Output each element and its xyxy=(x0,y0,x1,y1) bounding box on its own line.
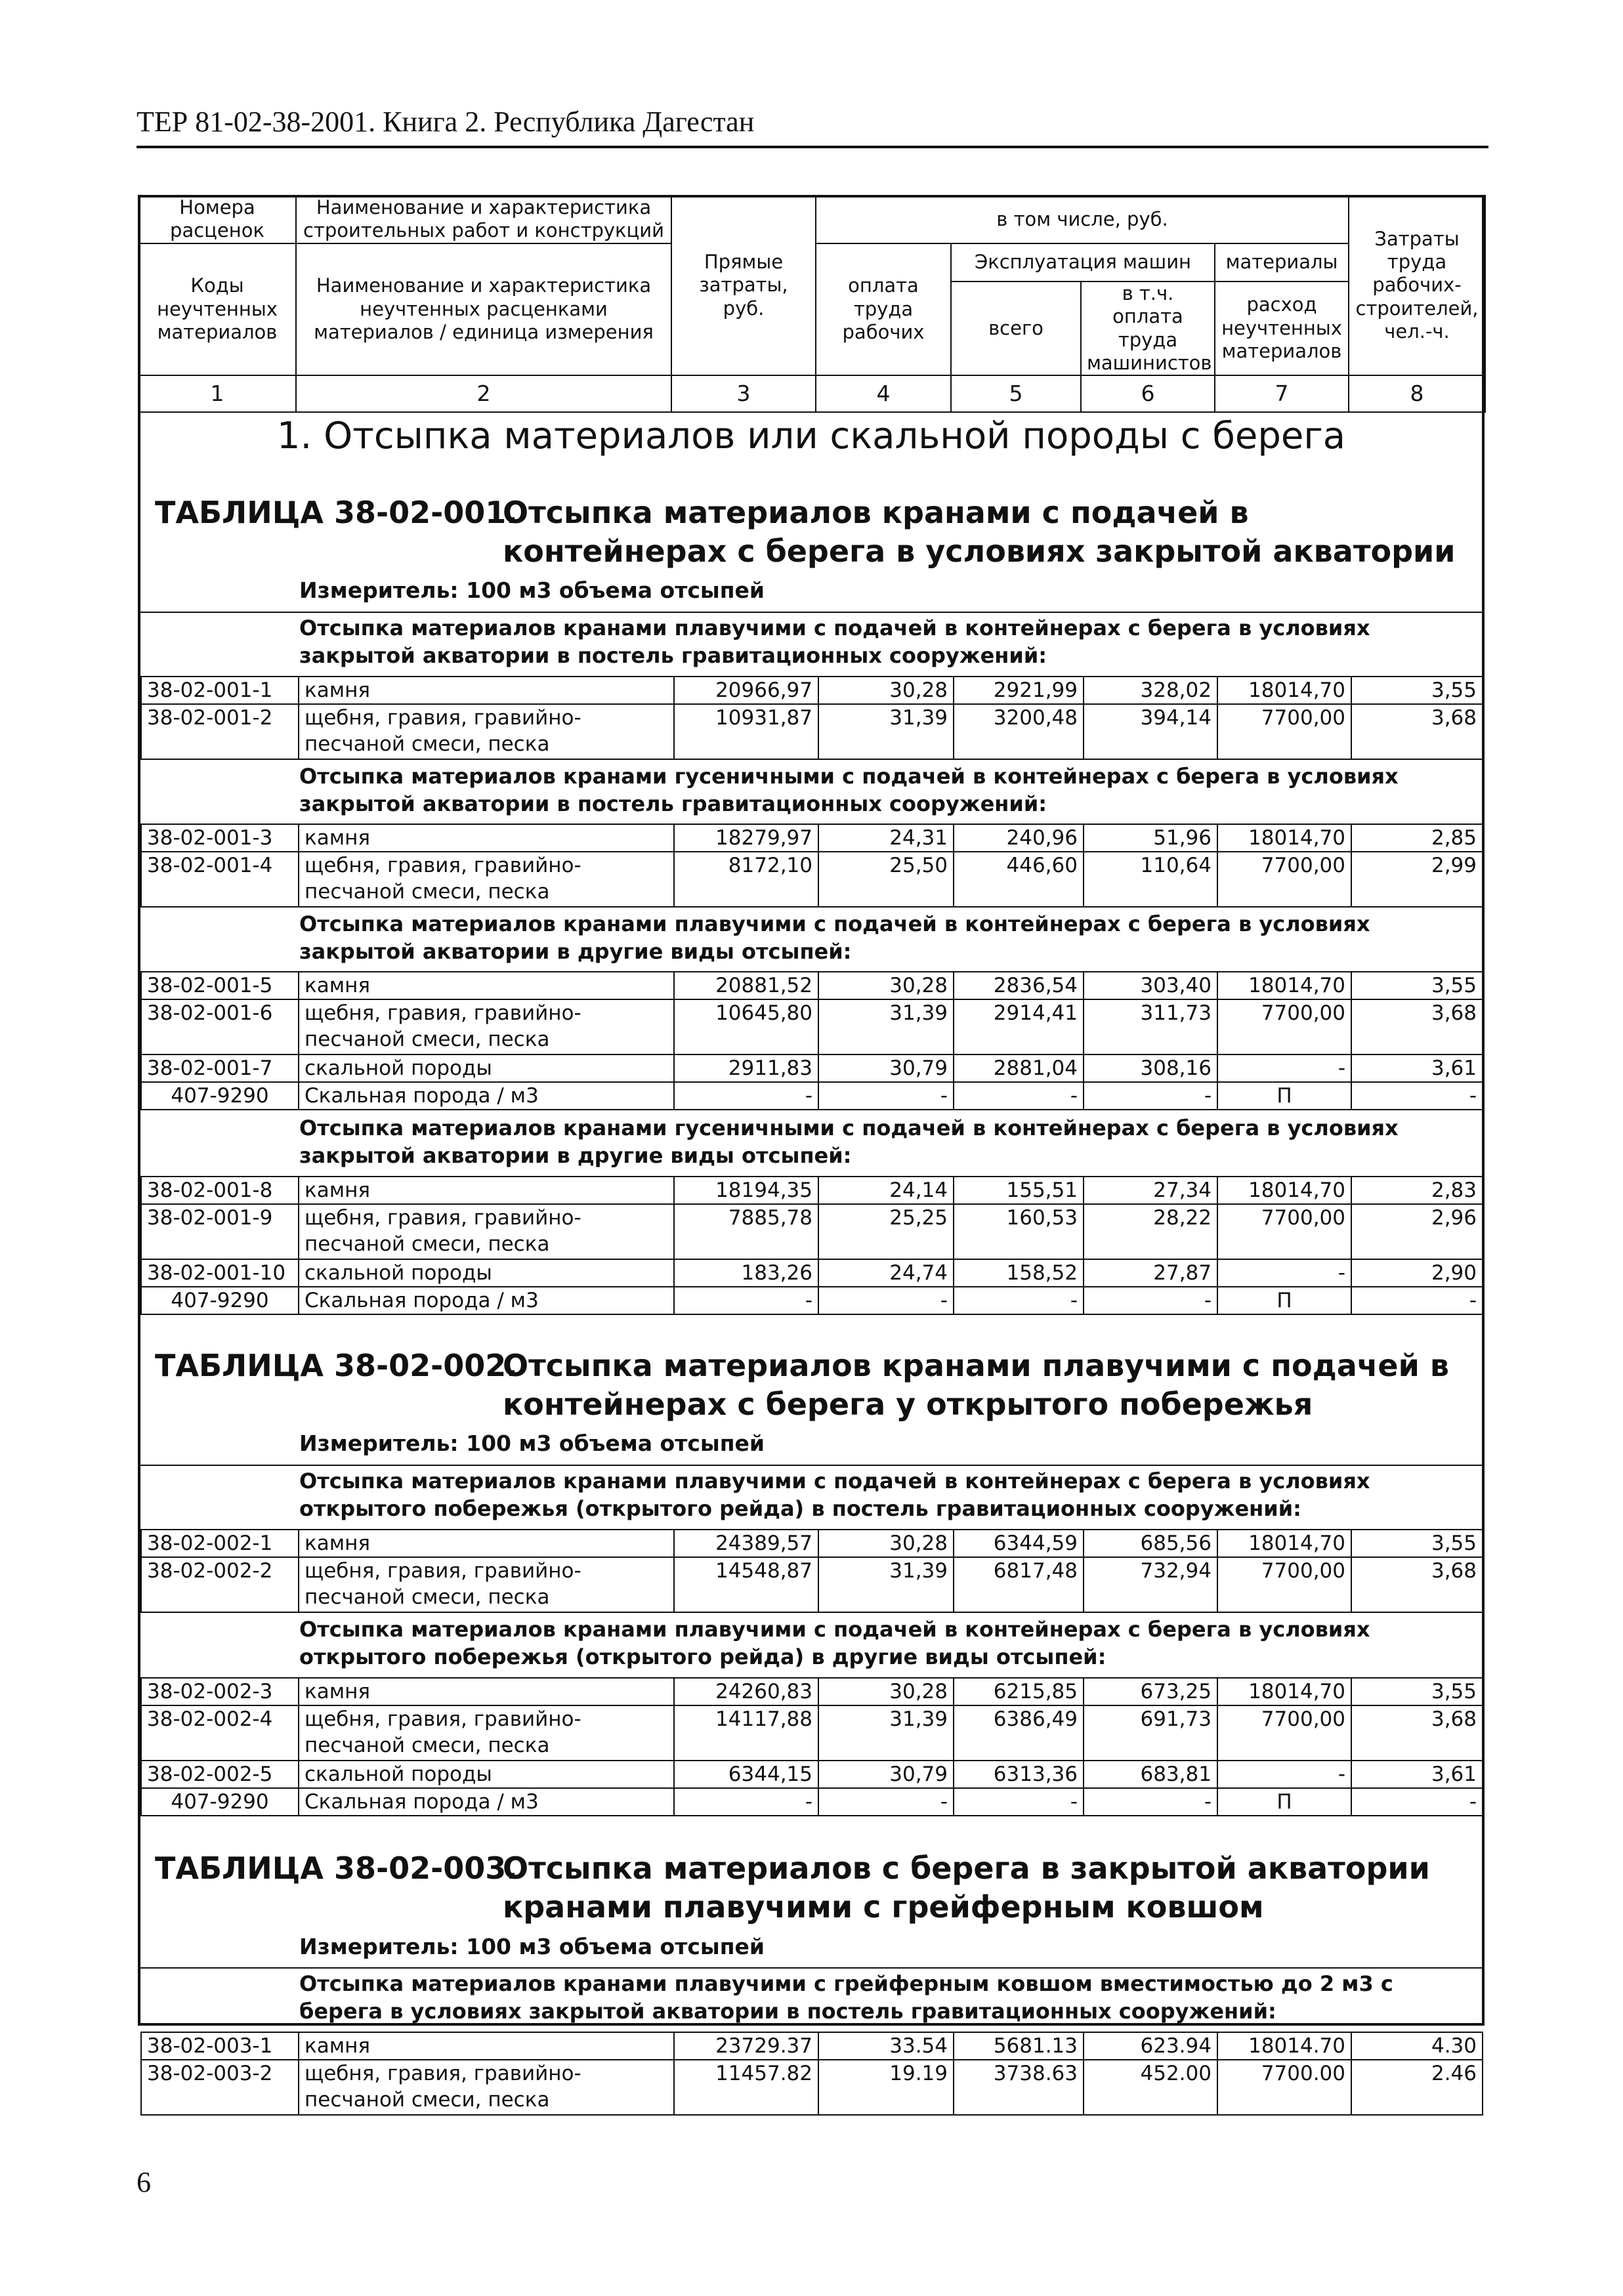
work-name: скальной породы xyxy=(299,1054,674,1082)
rate-row xyxy=(141,1204,1483,1259)
group-heading: Отсыпка материалов кранами плавучими с подачей в контейнерах с берега в условиях открытого побережья (открытого рейда) в постель гравитационных сооружений: xyxy=(299,1469,1370,1521)
labor-hours-cell: 3,55 xyxy=(1351,677,1483,704)
work-name: камня xyxy=(299,1678,674,1705)
work-name: щебня, гравия, гравийно-песчаной смеси, песка xyxy=(299,704,674,759)
machines-total-cell: 2921,99 xyxy=(954,677,1084,704)
operator-pay-cell: - xyxy=(1084,1082,1217,1110)
operator-pay-cell: 328,02 xyxy=(1084,677,1217,704)
table-heading-text: Отсыпка материалов кранами плавучими с подачей в контейнерах с берега у открытого побережья xyxy=(503,1348,1449,1422)
operator-pay-cell: 452.00 xyxy=(1084,2060,1217,2115)
rate-row xyxy=(141,1259,1483,1287)
direct-costs-cell: 14117,88 xyxy=(674,1705,818,1761)
worker-pay-cell: - xyxy=(818,1287,954,1314)
worker-pay-cell: 19.19 xyxy=(818,2060,954,2115)
material-row xyxy=(141,1287,1483,1314)
machines-total-cell: - xyxy=(954,1287,1084,1314)
labor-hours-cell: 3,68 xyxy=(1351,704,1483,759)
materials-cell: 18014.70 xyxy=(1217,2032,1351,2060)
materials-cell: 7700,00 xyxy=(1217,852,1351,907)
direct-costs-cell: 2911,83 xyxy=(674,1054,818,1082)
material-code: 407-9290 xyxy=(141,1287,299,1314)
machines-total-cell: 155,51 xyxy=(954,1177,1084,1204)
materials-cell: 18014,70 xyxy=(1217,1530,1351,1557)
worker-pay-cell: 31,39 xyxy=(818,704,954,759)
group-heading: Отсыпка материалов кранами плавучими с подачей в контейнерах с берега в условиях закрытой акватории в постель гравитационных сооружений: xyxy=(299,616,1370,668)
materials-cell: П xyxy=(1217,1287,1351,1314)
direct-costs-cell: 6344,15 xyxy=(674,1761,818,1788)
rate-code: 38-02-003-1 xyxy=(141,2032,299,2060)
section-rule xyxy=(140,1967,1482,1969)
column-header-table xyxy=(138,195,1486,413)
col-header-materials: материалы xyxy=(1215,243,1349,282)
page-number: 6 xyxy=(137,2166,151,2198)
rate-row xyxy=(141,1761,1483,1788)
worker-pay-cell: 30,28 xyxy=(818,1678,954,1705)
col-number: 8 xyxy=(1349,375,1485,412)
materials-cell: 7700,00 xyxy=(1217,704,1351,759)
rate-code: 38-02-001-9 xyxy=(141,1204,299,1259)
labor-hours-cell: 3,61 xyxy=(1351,1761,1483,1788)
col-number: 1 xyxy=(138,375,296,412)
rates-table xyxy=(140,824,1483,908)
material-code: 407-9290 xyxy=(141,1082,299,1110)
rate-row xyxy=(141,1054,1483,1082)
col-header-machines-total: всего xyxy=(951,282,1081,376)
operator-pay-cell: 27,87 xyxy=(1084,1259,1217,1287)
operator-pay-cell: 110,64 xyxy=(1084,852,1217,907)
rates-table xyxy=(140,2032,1483,2116)
worker-pay-cell: 24,14 xyxy=(818,1177,954,1204)
worker-pay-cell: - xyxy=(818,1082,954,1110)
machines-total-cell: 2881,04 xyxy=(954,1054,1084,1082)
operator-pay-cell: 308,16 xyxy=(1084,1054,1217,1082)
labor-hours-cell: 2,90 xyxy=(1351,1259,1483,1287)
rate-row xyxy=(141,999,1483,1054)
operator-pay-cell: 685,56 xyxy=(1084,1530,1217,1557)
work-name: камня xyxy=(299,1530,674,1557)
table-heading-text: Отсыпка материалов кранами с подачей в контейнерах с берега в условиях закрытой акватории xyxy=(503,495,1456,569)
group-heading: Отсыпка материалов кранами гусеничными с подачей в контейнерах с берега в условиях закрытой акватории в постель гравитационных сооружений: xyxy=(299,764,1399,816)
material-name: Скальная порода / м3 xyxy=(299,1788,674,1816)
measure-unit: Измеритель: 100 м3 объема отсыпей xyxy=(299,1934,765,1959)
work-name: щебня, гравия, гравийно-песчаной смеси, песка xyxy=(299,852,674,907)
rate-row xyxy=(141,1678,1483,1705)
col-header-rate-number: Номера расценок xyxy=(138,196,296,243)
rate-row xyxy=(141,677,1483,704)
materials-cell: 7700,00 xyxy=(1217,1705,1351,1761)
worker-pay-cell: 24,31 xyxy=(818,824,954,852)
rate-code: 38-02-001-10 xyxy=(141,1259,299,1287)
work-name: камня xyxy=(299,824,674,852)
direct-costs-cell: 7885,78 xyxy=(674,1204,818,1259)
work-name: щебня, гравия, гравийно-песчаной смеси, песка xyxy=(299,1557,674,1612)
col-header-operator-pay: в т.ч. оплата труда машинистов xyxy=(1081,282,1215,376)
worker-pay-cell: 24,74 xyxy=(818,1259,954,1287)
labor-hours-cell: 2,85 xyxy=(1351,824,1483,852)
table-code: ТАБЛИЦА 38-02-002. xyxy=(155,1348,518,1383)
col-number: 6 xyxy=(1081,375,1215,412)
table-title xyxy=(155,1849,1467,1927)
table-title xyxy=(155,493,1467,571)
col-header-material-name: Наименование и характеристика неучтенных расценками материалов / единица измерения xyxy=(296,243,671,376)
work-name: камня xyxy=(299,972,674,999)
labor-hours-cell: 4.30 xyxy=(1351,2032,1483,2060)
col-number: 7 xyxy=(1215,375,1349,412)
worker-pay-cell: 33.54 xyxy=(818,2032,954,2060)
rate-code: 38-02-001-3 xyxy=(141,824,299,852)
table-title xyxy=(155,1346,1467,1424)
materials-cell: 18014,70 xyxy=(1217,972,1351,999)
worker-pay-cell: 30,79 xyxy=(818,1054,954,1082)
measure-unit: Измеритель: 100 м3 объема отсыпей xyxy=(299,577,765,603)
materials-cell: - xyxy=(1217,1761,1351,1788)
direct-costs-cell: - xyxy=(674,1287,818,1314)
operator-pay-cell: - xyxy=(1084,1788,1217,1816)
part-title: 1. Отсыпка материалов или скальной породы с берега xyxy=(276,415,1346,457)
material-code: 407-9290 xyxy=(141,1788,299,1816)
work-name: щебня, гравия, гравийно-песчаной смеси, песка xyxy=(299,1204,674,1259)
labor-hours-cell: 3,55 xyxy=(1351,1530,1483,1557)
operator-pay-cell: 683,81 xyxy=(1084,1761,1217,1788)
rate-code: 38-02-001-5 xyxy=(141,972,299,999)
labor-hours-cell: 3,68 xyxy=(1351,1705,1483,1761)
col-header-machines: Эксплуатация машин xyxy=(951,243,1215,282)
rate-row xyxy=(141,852,1483,907)
materials-cell: 18014,70 xyxy=(1217,1678,1351,1705)
rates-table xyxy=(140,1677,1483,1816)
direct-costs-cell: 18194,35 xyxy=(674,1177,818,1204)
worker-pay-cell: 30,28 xyxy=(818,1530,954,1557)
labor-hours-cell: 3,68 xyxy=(1351,999,1483,1054)
rate-code: 38-02-001-7 xyxy=(141,1054,299,1082)
machines-total-cell: 6215,85 xyxy=(954,1678,1084,1705)
rate-code: 38-02-002-1 xyxy=(141,1530,299,1557)
rates-table xyxy=(140,1176,1483,1315)
worker-pay-cell: 31,39 xyxy=(818,999,954,1054)
material-row xyxy=(141,1082,1483,1110)
rate-code: 38-02-001-8 xyxy=(141,1177,299,1204)
rate-code: 38-02-002-2 xyxy=(141,1557,299,1612)
materials-cell: 7700,00 xyxy=(1217,1557,1351,1612)
operator-pay-cell: 28,22 xyxy=(1084,1204,1217,1259)
rate-code: 38-02-002-3 xyxy=(141,1678,299,1705)
materials-cell: П xyxy=(1217,1082,1351,1110)
worker-pay-cell: 25,50 xyxy=(818,852,954,907)
section-rule xyxy=(140,1465,1482,1466)
col-header-material-use: расход неучтенных материалов xyxy=(1215,282,1349,376)
running-head: ТЕР 81-02-38-2001. Книга 2. Республика Дагестан xyxy=(137,106,755,138)
labor-hours-cell: 2,83 xyxy=(1351,1177,1483,1204)
rate-row xyxy=(141,1705,1483,1761)
machines-total-cell: 6386,49 xyxy=(954,1705,1084,1761)
worker-pay-cell: 31,39 xyxy=(818,1705,954,1761)
table-heading-text: Отсыпка материалов с берега в закрытой акватории кранами плавучими с грейферным ковшом xyxy=(503,1850,1430,1925)
labor-hours-cell: 2,99 xyxy=(1351,852,1483,907)
machines-total-cell: 2836,54 xyxy=(954,972,1084,999)
machines-total-cell: 5681.13 xyxy=(954,2032,1084,2060)
machines-total-cell: 6817,48 xyxy=(954,1557,1084,1612)
rate-code: 38-02-001-2 xyxy=(141,704,299,759)
machines-total-cell: 446,60 xyxy=(954,852,1084,907)
labor-hours-cell: - xyxy=(1351,1082,1483,1110)
rates-table xyxy=(140,676,1483,760)
rate-code: 38-02-001-6 xyxy=(141,999,299,1054)
machines-total-cell: 3200,48 xyxy=(954,704,1084,759)
materials-cell: 7700.00 xyxy=(1217,2060,1351,2115)
materials-cell: 7700,00 xyxy=(1217,1204,1351,1259)
machines-total-cell: - xyxy=(954,1082,1084,1110)
direct-costs-cell: 8172,10 xyxy=(674,852,818,907)
materials-cell: П xyxy=(1217,1788,1351,1816)
rate-row xyxy=(141,1177,1483,1204)
direct-costs-cell: 20881,52 xyxy=(674,972,818,999)
machines-total-cell: 6344,59 xyxy=(954,1530,1084,1557)
group-heading: Отсыпка материалов кранами плавучими с подачей в контейнерах с берега в условиях закрытой акватории в другие виды отсыпей: xyxy=(299,911,1370,964)
labor-hours-cell: 3,55 xyxy=(1351,972,1483,999)
machines-total-cell: 158,52 xyxy=(954,1259,1084,1287)
rate-code: 38-02-002-5 xyxy=(141,1761,299,1788)
worker-pay-cell: 30,79 xyxy=(818,1761,954,1788)
col-header-including: в том числе, руб. xyxy=(816,196,1349,243)
labor-hours-cell: 3,68 xyxy=(1351,1557,1483,1612)
direct-costs-cell: 23729.37 xyxy=(674,2032,818,2060)
labor-hours-cell: 2.46 xyxy=(1351,2060,1483,2115)
rate-row xyxy=(141,824,1483,852)
machines-total-cell: 3738.63 xyxy=(954,2060,1084,2115)
worker-pay-cell: 30,28 xyxy=(818,677,954,704)
material-name: Скальная порода / м3 xyxy=(299,1082,674,1110)
worker-pay-cell: 25,25 xyxy=(818,1204,954,1259)
direct-costs-cell: 18279,97 xyxy=(674,824,818,852)
machines-total-cell: 160,53 xyxy=(954,1204,1084,1259)
operator-pay-cell: 691,73 xyxy=(1084,1705,1217,1761)
header-rule xyxy=(137,146,1488,148)
col-number: 3 xyxy=(671,375,816,412)
direct-costs-cell: 24260,83 xyxy=(674,1678,818,1705)
materials-cell: 7700,00 xyxy=(1217,999,1351,1054)
group-heading: Отсыпка материалов кранами плавучими с грейферным ковшом вместимостью до 2 м3 с берега в условиях закрытой акватории в постель гравитационных сооружений: xyxy=(299,1971,1393,2024)
work-name: щебня, гравия, гравийно-песчаной смеси, песка xyxy=(299,999,674,1054)
material-name: Скальная порода / м3 xyxy=(299,1287,674,1314)
work-name: камня xyxy=(299,677,674,704)
operator-pay-cell: - xyxy=(1084,1287,1217,1314)
worker-pay-cell: - xyxy=(818,1788,954,1816)
rate-row xyxy=(141,2032,1483,2060)
operator-pay-cell: 27,34 xyxy=(1084,1177,1217,1204)
col-header-work-name: Наименование и характеристика строительных работ и конструкций xyxy=(296,196,671,243)
direct-costs-cell: - xyxy=(674,1082,818,1110)
direct-costs-cell: 10645,80 xyxy=(674,999,818,1054)
direct-costs-cell: - xyxy=(674,1788,818,1816)
group-heading: Отсыпка материалов кранами плавучими с подачей в контейнерах с берега в условиях открытого побережья (открытого рейда) в другие виды отсыпей: xyxy=(299,1617,1370,1669)
rate-row xyxy=(141,704,1483,759)
operator-pay-cell: 732,94 xyxy=(1084,1557,1217,1612)
rate-row xyxy=(141,2060,1483,2115)
operator-pay-cell: 673,25 xyxy=(1084,1678,1217,1705)
material-row xyxy=(141,1788,1483,1816)
materials-cell: 18014,70 xyxy=(1217,1177,1351,1204)
machines-total-cell: - xyxy=(954,1788,1084,1816)
materials-cell: 18014,70 xyxy=(1217,824,1351,852)
operator-pay-cell: 623.94 xyxy=(1084,2032,1217,2060)
rates-table xyxy=(140,1529,1483,1613)
operator-pay-cell: 311,73 xyxy=(1084,999,1217,1054)
rate-code: 38-02-001-4 xyxy=(141,852,299,907)
col-header-material-codes: Коды неучтенных материалов xyxy=(138,243,296,376)
rate-code: 38-02-001-1 xyxy=(141,677,299,704)
rate-row xyxy=(141,1557,1483,1612)
direct-costs-cell: 14548,87 xyxy=(674,1557,818,1612)
worker-pay-cell: 30,28 xyxy=(818,972,954,999)
materials-cell: 18014,70 xyxy=(1217,677,1351,704)
work-name: скальной породы xyxy=(299,1259,674,1287)
direct-costs-cell: 11457.82 xyxy=(674,2060,818,2115)
machines-total-cell: 6313,36 xyxy=(954,1761,1084,1788)
measure-unit: Измеритель: 100 м3 объема отсыпей xyxy=(299,1430,765,1456)
operator-pay-cell: 51,96 xyxy=(1084,824,1217,852)
materials-cell: - xyxy=(1217,1054,1351,1082)
table-code: ТАБЛИЦА 38-02-003. xyxy=(155,1850,518,1886)
materials-cell: - xyxy=(1217,1259,1351,1287)
labor-hours-cell: - xyxy=(1351,1788,1483,1816)
col-header-labor-hours: Затраты труда рабочих-строителей, чел.-ч. xyxy=(1349,196,1485,375)
rate-code: 38-02-003-2 xyxy=(141,2060,299,2115)
col-number: 5 xyxy=(951,375,1081,412)
work-name: скальной породы xyxy=(299,1761,674,1788)
worker-pay-cell: 31,39 xyxy=(818,1557,954,1612)
section-rule xyxy=(140,612,1482,613)
labor-hours-cell: 2,96 xyxy=(1351,1204,1483,1259)
labor-hours-cell: 3,61 xyxy=(1351,1054,1483,1082)
col-number: 4 xyxy=(816,375,951,412)
rate-row xyxy=(141,972,1483,999)
work-name: камня xyxy=(299,1177,674,1204)
direct-costs-cell: 24389,57 xyxy=(674,1530,818,1557)
table-code: ТАБЛИЦА 38-02-001. xyxy=(155,495,518,530)
group-heading: Отсыпка материалов кранами гусеничными с подачей в контейнерах с берега в условиях закрытой акватории в другие виды отсыпей: xyxy=(299,1116,1399,1168)
labor-hours-cell: 3,55 xyxy=(1351,1678,1483,1705)
work-name: щебня, гравия, гравийно-песчаной смеси, песка xyxy=(299,1705,674,1761)
direct-costs-cell: 10931,87 xyxy=(674,704,818,759)
col-header-worker-pay: оплата труда рабочих xyxy=(816,243,951,376)
operator-pay-cell: 394,14 xyxy=(1084,704,1217,759)
operator-pay-cell: 303,40 xyxy=(1084,972,1217,999)
work-name: щебня, гравия, гравийно-песчаной смеси, песка xyxy=(299,2060,674,2115)
direct-costs-cell: 20966,97 xyxy=(674,677,818,704)
work-name: камня xyxy=(299,2032,674,2060)
rates-table xyxy=(140,971,1483,1110)
machines-total-cell: 240,96 xyxy=(954,824,1084,852)
col-header-direct-costs: Прямые затраты, руб. xyxy=(671,196,816,375)
rate-row xyxy=(141,1530,1483,1557)
machines-total-cell: 2914,41 xyxy=(954,999,1084,1054)
labor-hours-cell: - xyxy=(1351,1287,1483,1314)
direct-costs-cell: 183,26 xyxy=(674,1259,818,1287)
rate-code: 38-02-002-4 xyxy=(141,1705,299,1761)
col-number: 2 xyxy=(296,375,671,412)
